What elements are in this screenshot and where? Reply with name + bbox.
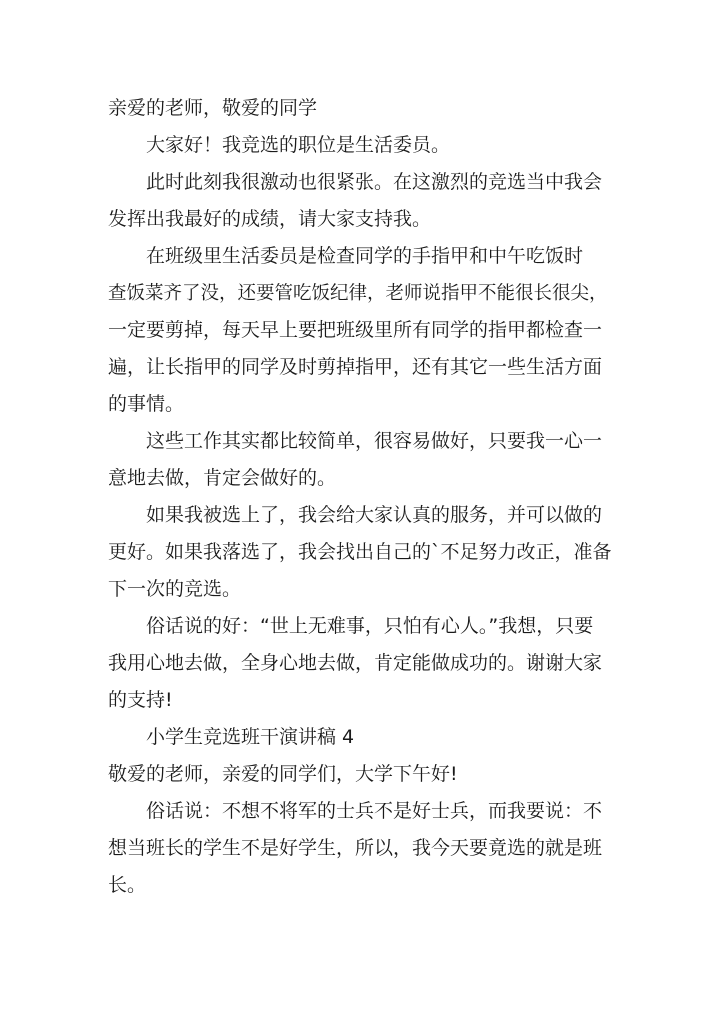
text-line-17: 的支持!: [108, 689, 173, 711]
section-heading: 小学生竞选班干演讲稿 4: [146, 726, 355, 748]
text-line-13: 更好。如果我落选了，我会找出自己的`不足努力改正，准备: [108, 541, 612, 563]
text-line-11: 意地去做，肯定会做好的。: [108, 467, 337, 489]
text-line-2: 大家好！我竞选的职位是生活委员。: [146, 134, 451, 156]
text-line-22: 长。: [108, 874, 147, 896]
text-line-15: 俗话说的好：“世上无难事，只怕有心人。”我想，只要: [146, 615, 594, 637]
text-line-7: 一定要剪掉，每天早上要把班级里所有同学的指甲都检查一: [108, 319, 603, 341]
text-line-12: 如果我被选上了，我会给大家认真的服务，并可以做的: [146, 504, 603, 526]
text-line-5: 在班级里生活委员是检查同学的手指甲和中午吃饭时: [146, 245, 584, 267]
text-line-9: 的事情。: [108, 393, 185, 415]
text-line-20: 俗话说：不想不将军的士兵不是好士兵，而我要说：不: [146, 800, 603, 822]
text-line-4: 发挥出我最好的成绩，请大家支持我。: [108, 208, 432, 230]
text-line-6: 查饭菜齐了没，还要管吃饭纪律，老师说指甲不能很长很尖，: [108, 283, 608, 304]
text-line-8: 遍，让长指甲的同学及时剪掉指甲，还有其它一些生活方面: [108, 356, 603, 378]
text-line-3: 此时此刻我很激动也很紧张。在这激烈的竞选当中我会: [146, 171, 603, 193]
text-line-16: 我用心地去做，全身心地去做，肯定能做成功的。谢谢大家: [108, 652, 603, 674]
text-line-10: 这些工作其实都比较简单，很容易做好，只要我一心一: [146, 430, 603, 452]
text-line-19: 敬爱的老师，亲爱的同学们，大学下午好!: [108, 763, 458, 785]
text-line-14: 下一次的竞选。: [108, 578, 242, 600]
text-line-1: 亲爱的老师，敬爱的同学: [108, 97, 318, 119]
document-body: [108, 90, 612, 904]
text-line-21: 想当班长的学生不是好学生，所以，我今天要竟选的就是班: [108, 837, 603, 859]
